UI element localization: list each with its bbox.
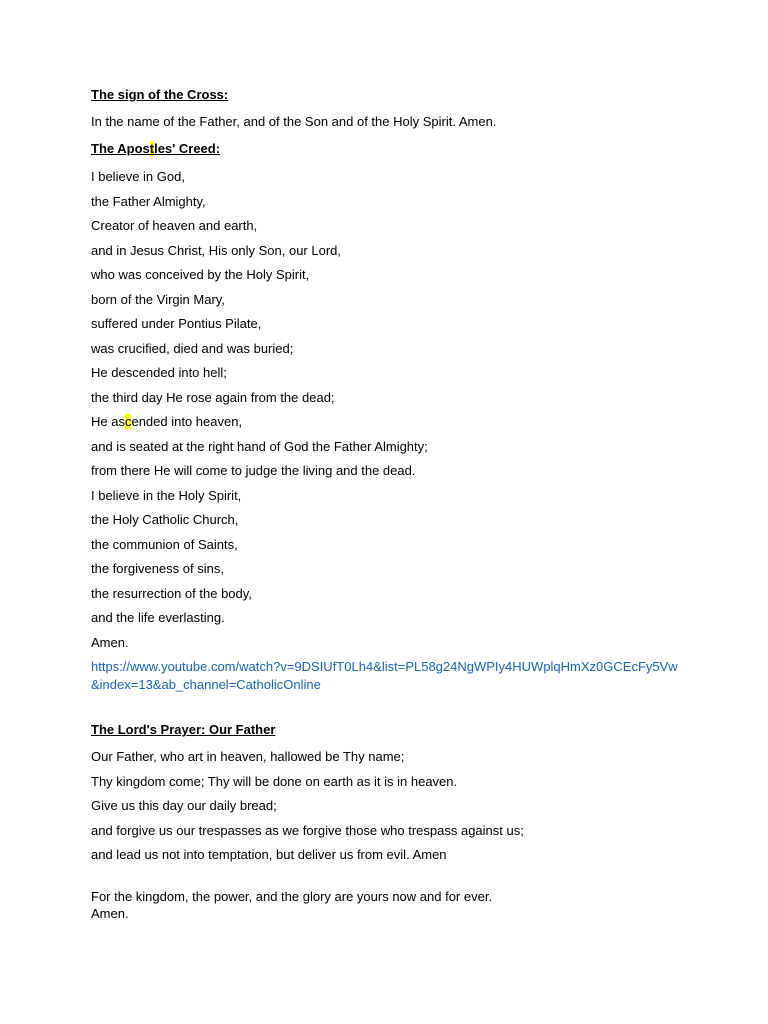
creed-line: Creator of heaven and earth,	[91, 218, 258, 233]
creed-line: I believe in God,	[91, 169, 185, 184]
creed-line: from there He will come to judge the living and the dead.	[91, 463, 416, 478]
creed-line: He descended into hell;	[91, 365, 227, 380]
highlight-mark: t	[149, 141, 155, 156]
doxology-line: For the kingdom, the power, and the glory are yours now and for ever.	[91, 889, 493, 904]
creed-line: I believe in the Holy Spirit,	[91, 487, 242, 503]
prayer-line: Our Father, who art in heaven, hallowed be Thy name;	[91, 749, 405, 764]
doxology-amen: Amen.	[91, 906, 129, 921]
creed-line-part: ended into heaven,	[131, 414, 243, 429]
lords-prayer-heading: The Lord's Prayer: Our Father	[91, 722, 276, 737]
creed-line-part: He as	[91, 414, 125, 429]
creed-heading-part: The Apos	[91, 141, 150, 156]
creed-line: the forgiveness of sins,	[91, 561, 224, 576]
creed-line: suffered under Pontius Pilate,	[91, 316, 262, 331]
creed-line: the Holy Catholic Church,	[91, 512, 239, 527]
creed-line: and in Jesus Christ, His only Son, our Lord,	[91, 242, 342, 258]
sign-of-cross-heading: The sign of the Cross:	[91, 87, 229, 102]
creed-line: the resurrection of the body,	[91, 585, 252, 601]
creed-line-ascended	[91, 413, 242, 430]
creed-line: the third day He rose again from the dead;	[91, 389, 335, 405]
creed-line: was crucified, died and was buried;	[91, 340, 294, 356]
creed-line: the Father Almighty,	[91, 193, 206, 209]
creed-line: the communion of Saints,	[91, 536, 238, 552]
youtube-link[interactable]: https://www.youtube.com/watch?v=9DSIUfT0Lh4&list=PL58g24NgWPIy4HUWplqHmXz0GCEcFy5Vw&index=13&ab_channel=CatholicOnline	[91, 659, 678, 692]
prayer-line: Thy kingdom come; Thy will be done on earth as it is in heaven.	[91, 773, 458, 789]
sign-of-cross-text: In the name of the Father, and of the Son and of the Holy Spirit. Amen.	[91, 114, 497, 129]
creed-heading-part: les' Creed:	[154, 141, 221, 156]
creed-line: and is seated at the right hand of God the Father Almighty;	[91, 438, 428, 454]
highlight-mark: c	[124, 414, 132, 429]
prayer-line: and lead us not into temptation, but deliver us from evil. Amen	[91, 847, 447, 862]
prayer-line: and forgive us our trespasses as we forgive those who trespass against us;	[91, 822, 524, 838]
creed-line: and the life everlasting.	[91, 610, 225, 625]
creed-line: Amen.	[91, 634, 129, 650]
creed-heading	[91, 140, 220, 157]
creed-line: who was conceived by the Holy Spirit,	[91, 267, 310, 282]
prayer-line: Give us this day our daily bread;	[91, 798, 277, 813]
creed-line: born of the Virgin Mary,	[91, 291, 225, 307]
